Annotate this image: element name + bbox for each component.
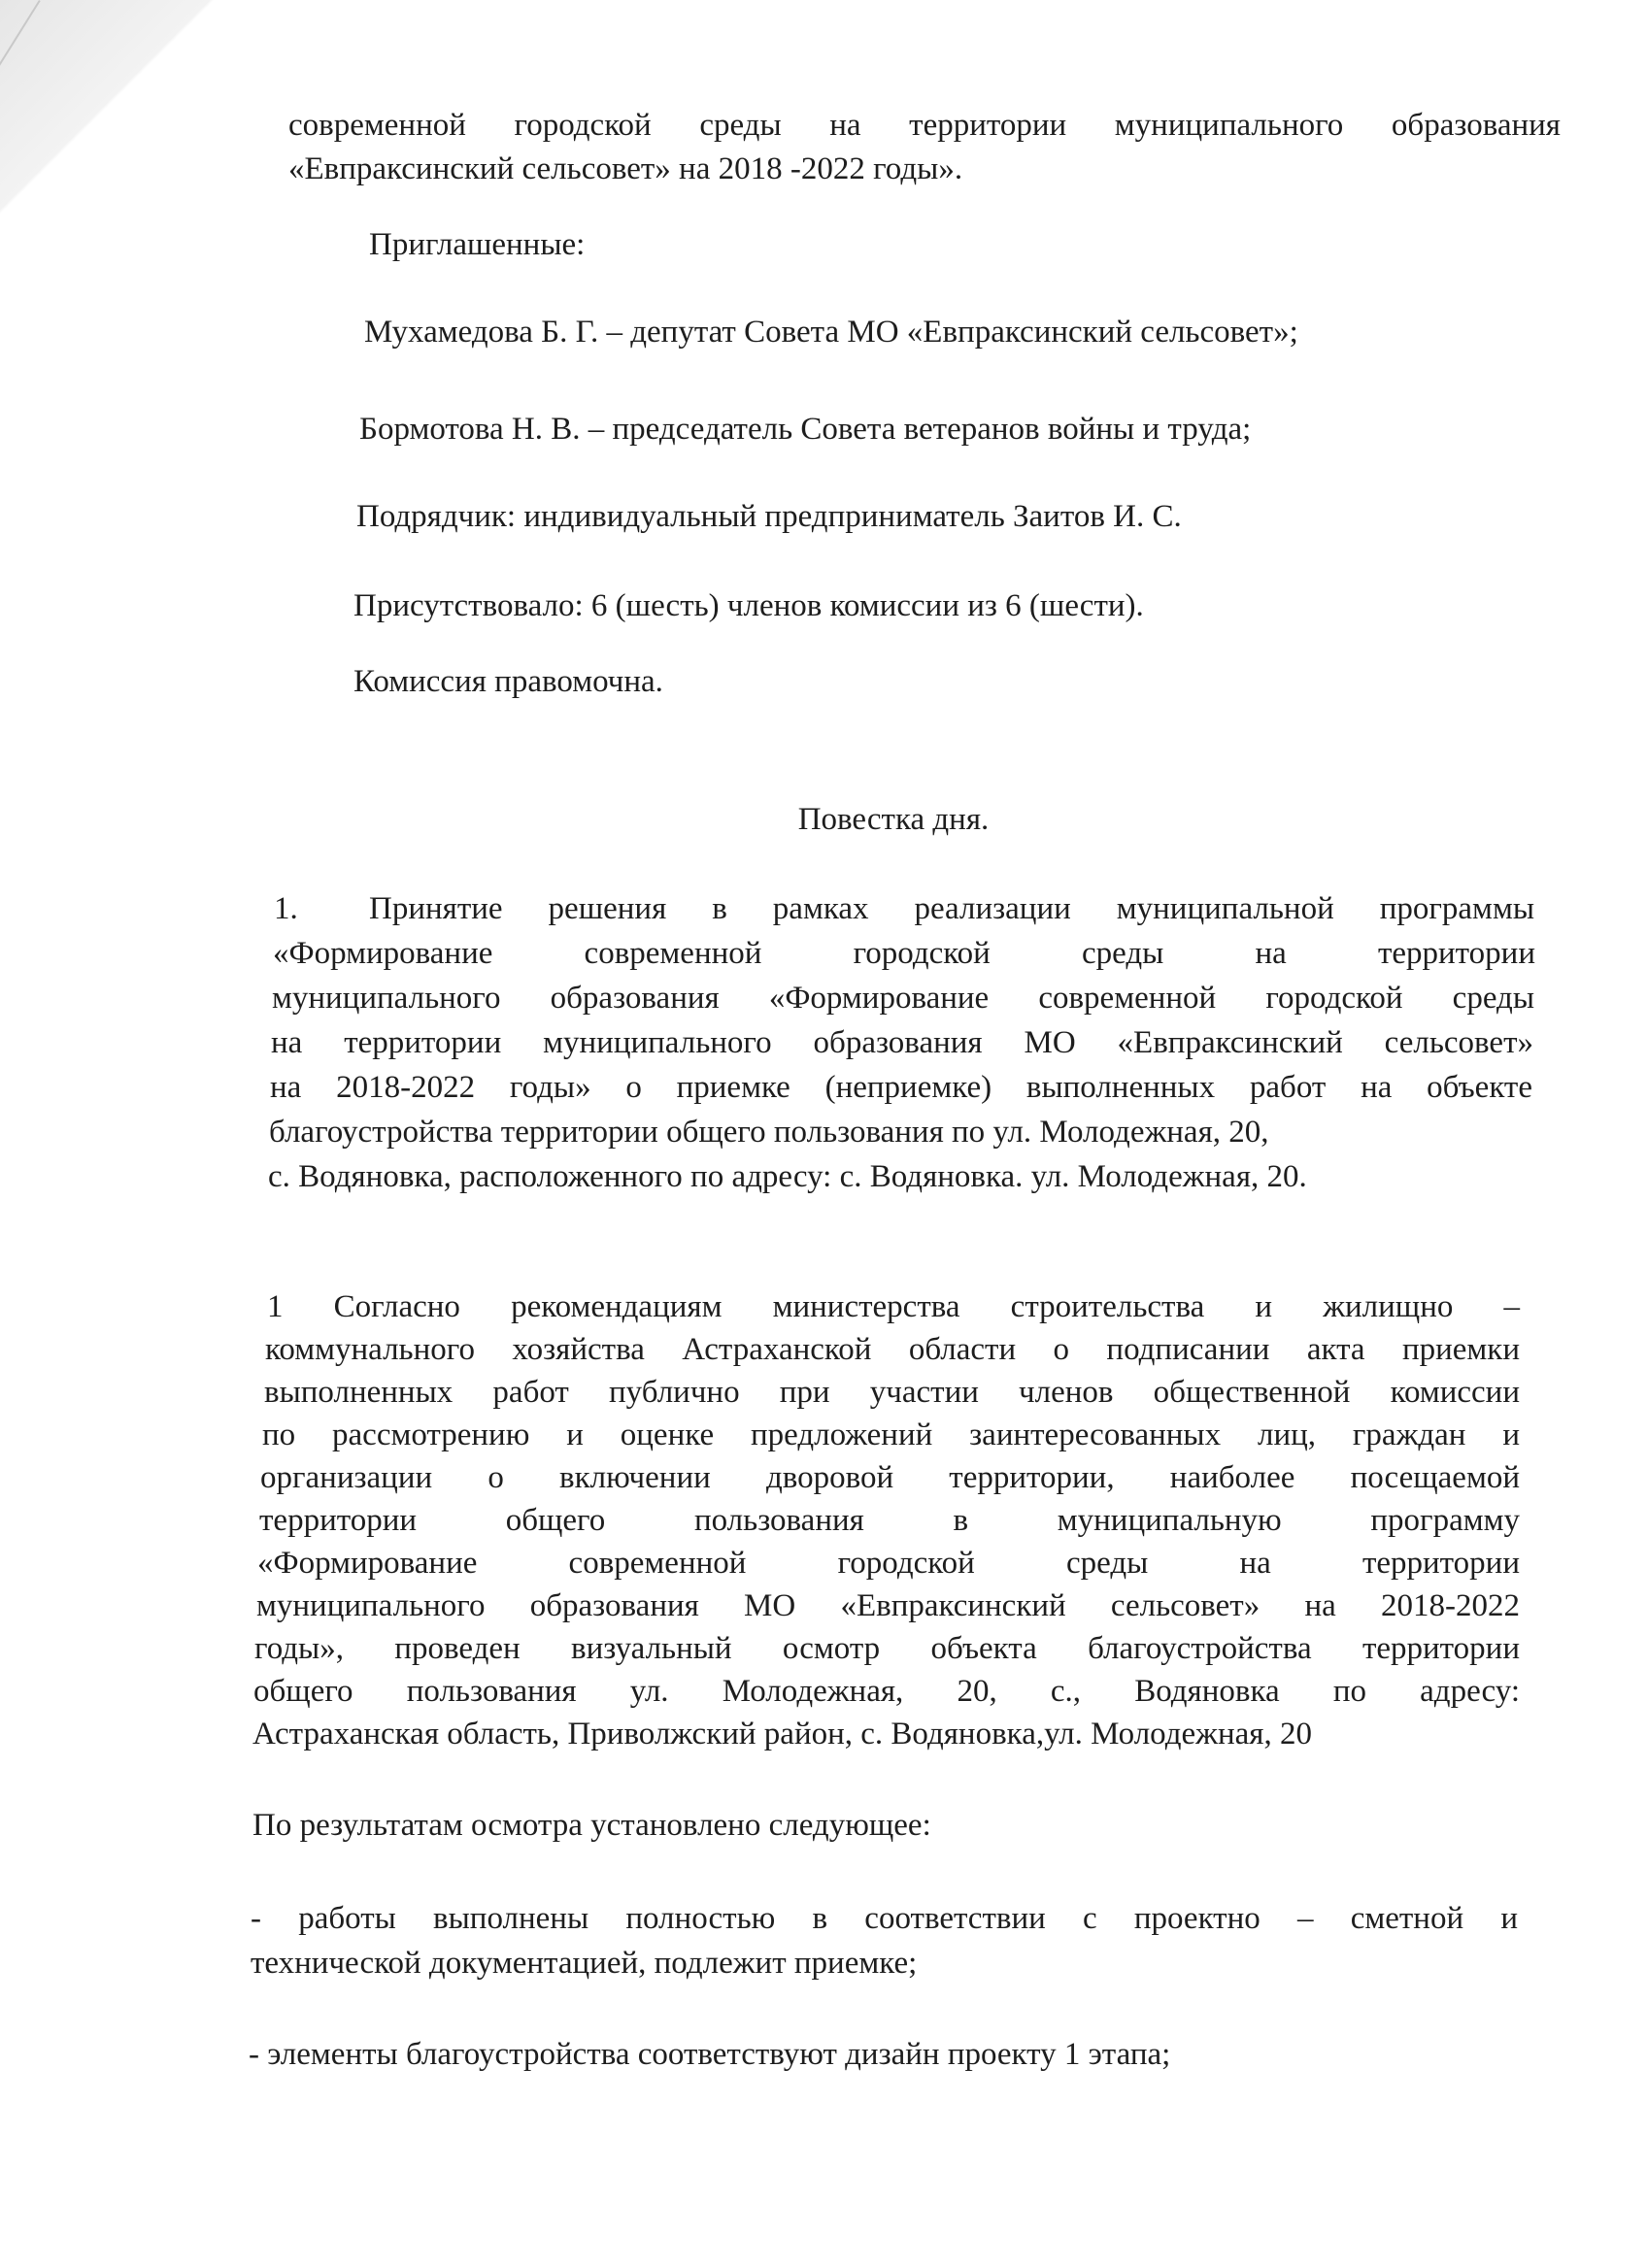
section1-line-11: Астраханская область, Приволжский район, с. Водяновка,ул. Молодежная, 20 [252,1717,1312,1751]
agenda-line-7: с. Водяновка, расположенного по адресу: с. Водяновка. ул. Молодежная, 20. [268,1159,1307,1194]
section1-line-3: выполненных работ публично при участии членов общественной комиссии [264,1375,1520,1410]
agenda-item-number: 1. [274,891,298,926]
agenda-line-2: «Формирование современной городской среды на территории [273,936,1535,971]
section1-line-1: 1 Согласно рекомендациям министерства строительства и жилищно – [267,1289,1520,1324]
results-heading: По результатам осмотра установлено следующее: [252,1808,931,1843]
results-bullet-2: - элементы благоустройства соответствуют дизайн проекту 1 этапа; [249,2037,1171,2072]
quorum-line: Комиссия правомочна. [353,664,663,699]
invited-person-2: Бормотова Н. В. – председатель Совета ветеранов войны и труда; [359,412,1252,447]
section1-line-9: годы», проведен визуальный осмотр объекта благоустройства территории [254,1631,1520,1666]
contractor-line: Подрядчик: индивидуальный предприниматель Заитов И. С. [356,499,1182,534]
section1-line-5: организации о включении дворовой территории, наиболее посещаемой [260,1460,1520,1495]
invited-person-1: Мухамедова Б. Г. – депутат Совета МО «Евпраксинский сельсовет»; [364,315,1298,350]
agenda-line-3: муниципального образования «Формирование современной городской среды [272,981,1534,1016]
agenda-line-4: на территории муниципального образования МО «Евпраксинский сельсовет» [271,1025,1533,1060]
agenda-line-5: на 2018-2022 годы» о приемке (неприемке) выполненных работ на объекте [270,1070,1532,1105]
agenda-heading: Повестка дня. [797,802,990,837]
section1-line-2: коммунального хозяйства Астраханской области о подписании акта приемки [265,1332,1520,1367]
intro-line-1: современной городской среды на территории муниципального образования [288,108,1561,143]
section1-line-8: муниципального образования МО «Евпраксинский сельсовет» на 2018-2022 [256,1588,1520,1623]
results-bullet-1-line-1: - работы выполнены полностью в соответствии с проектно – сметной и [251,1901,1518,1936]
results-bullet-1-line-2: технической документацией, подлежит приемке; [251,1946,918,1981]
section1-line-10: общего пользования ул. Молодежная, 20, с., Водяновка по адресу: [253,1674,1520,1709]
folded-corner [0,0,223,243]
invited-heading: Приглашенные: [369,227,586,262]
agenda-line-1: Принятие решения в рамках реализации муниципальной программы [369,891,1534,926]
agenda-line-6: благоустройства территории общего пользования по ул. Молодежная, 20, [269,1115,1269,1150]
intro-line-2: «Евпраксинский сельсовет» на 2018 -2022 годы». [288,151,963,186]
attendance-line: Присутствовало: 6 (шесть) членов комиссии из 6 (шести). [353,588,1144,623]
section1-line-4: по рассмотрению и оценке предложений заинтересованных лиц, граждан и [262,1418,1520,1452]
section1-line-6: территории общего пользования в муниципальную программу [259,1503,1520,1538]
section1-line-7: «Формирование современной городской среды на территории [257,1546,1520,1581]
